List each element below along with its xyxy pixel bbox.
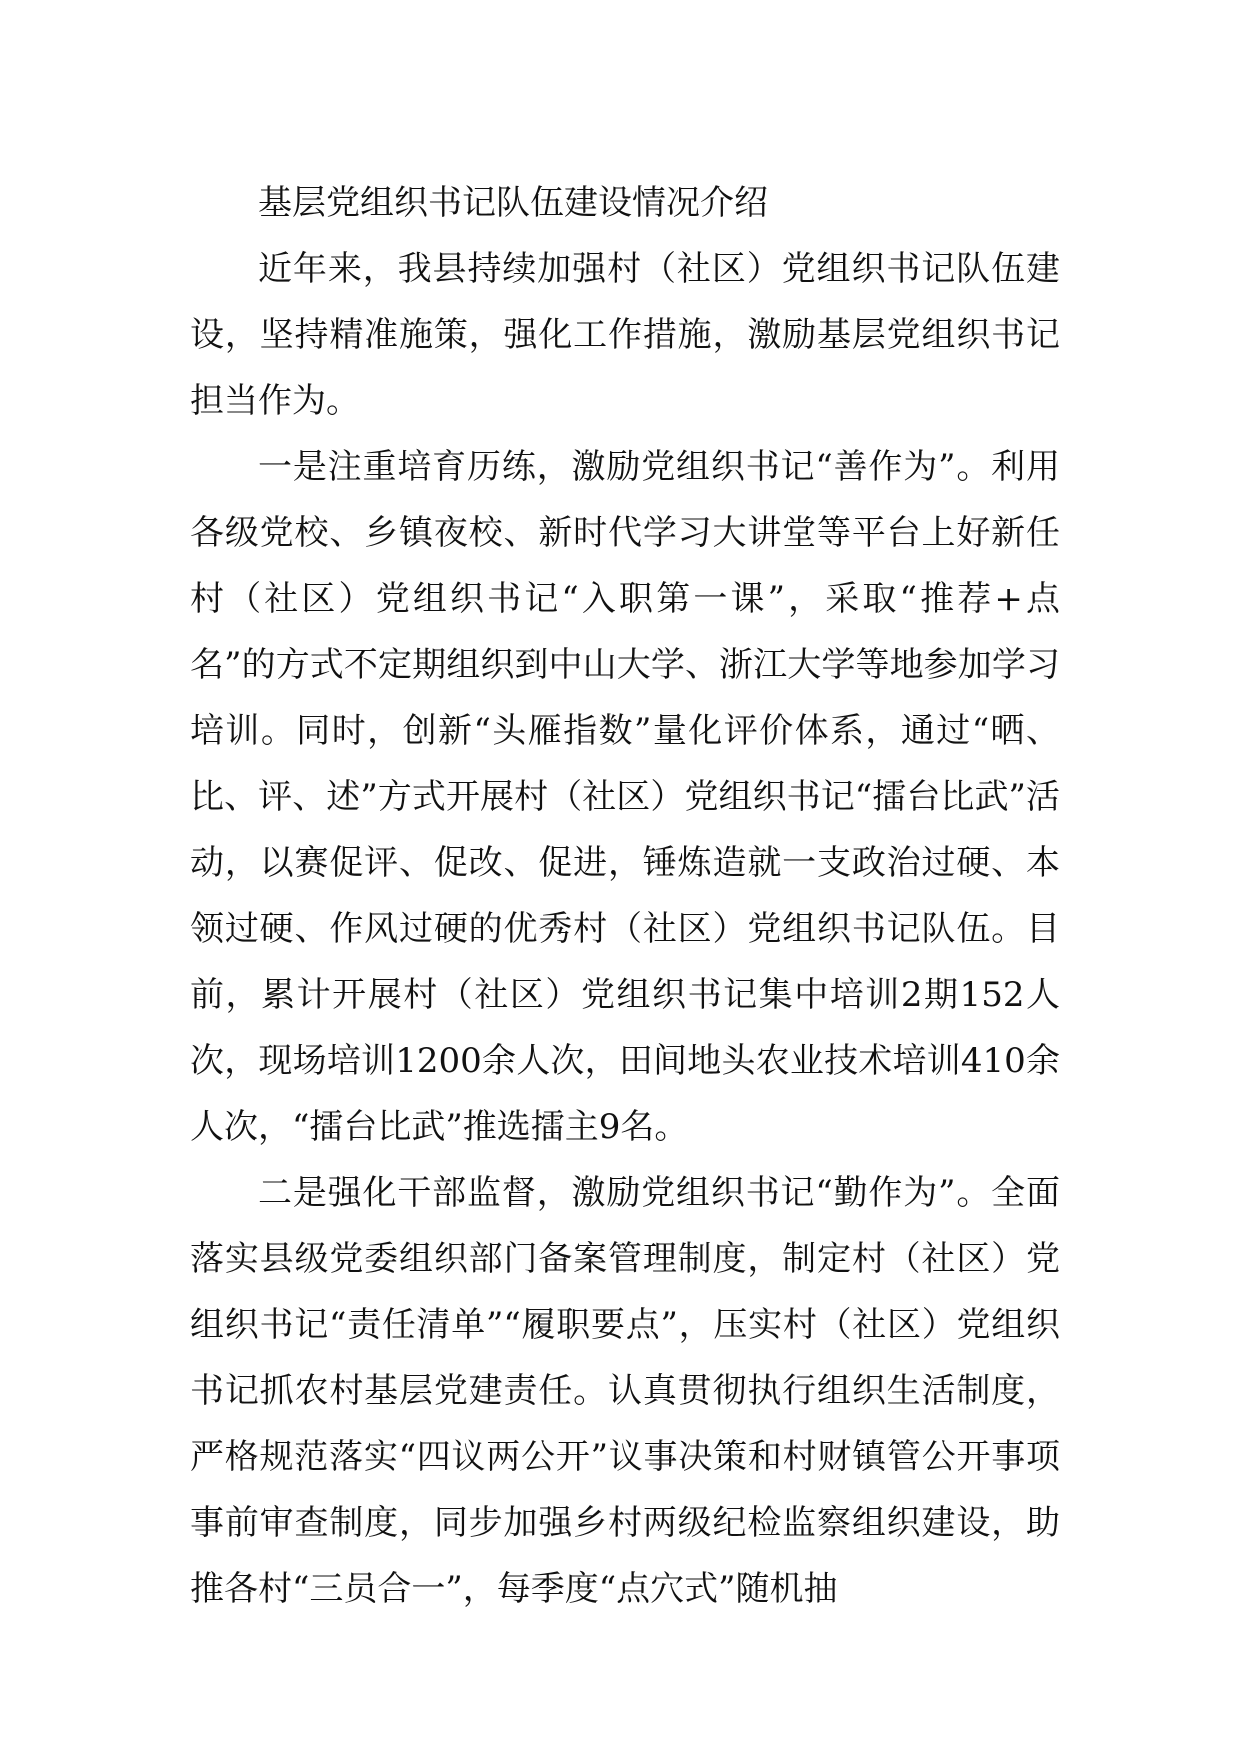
paragraph-supervision: 二是强化干部监督，激励党组织书记“勤作为”。全面落实县级党委组织部门备案管理制度，制定村（社区）党组织书记“责任清单”“履职要点”，压实村（社区）党组织书记抓农村基层党建责任。认真贯彻执行组织生活制度，严格规范落实“四议两公开”议事决策和村财镇管公开事项事前审查制度，同步加强乡村两级纪检监察组织建设，助推各村“三员合一”，每季度“点穴式”随机抽 bbox=[190, 1173, 1060, 1609]
paragraph-training: 一是注重培育历练，激励党组织书记“善作为”。利用各级党校、乡镇夜校、新时代学习大讲堂等平台上好新任村（社区）党组织书记“入职第一课”，采取“推荐+点名”的方式不定期组织到中山大学、浙江大学等地参加学习培训。同时，创新“头雁指数”量化评价体系，通过“晒、比、评、述”方式开展村（社区）党组织书记“擂台比武”活动，以赛促评、促改、促进，锤炼造就一支政治过硬、本领过硬、作风过硬的优秀村（社区）党组织书记队伍。目前，累计开展村（社区）党组织书记集中培训2期152人次，现场培训1200余人次，田间地头农业技术培训410余人次，“擂台比武”推选擂主9名。 bbox=[190, 447, 1060, 1147]
document-body bbox=[190, 170, 1060, 1622]
document-title: 基层党组织书记队伍建设情况介绍 bbox=[258, 183, 768, 223]
paragraph-intro: 近年来，我县持续加强村（社区）党组织书记队伍建设，坚持精准施策，强化工作措施，激励基层党组织书记担当作为。 bbox=[190, 249, 1060, 421]
